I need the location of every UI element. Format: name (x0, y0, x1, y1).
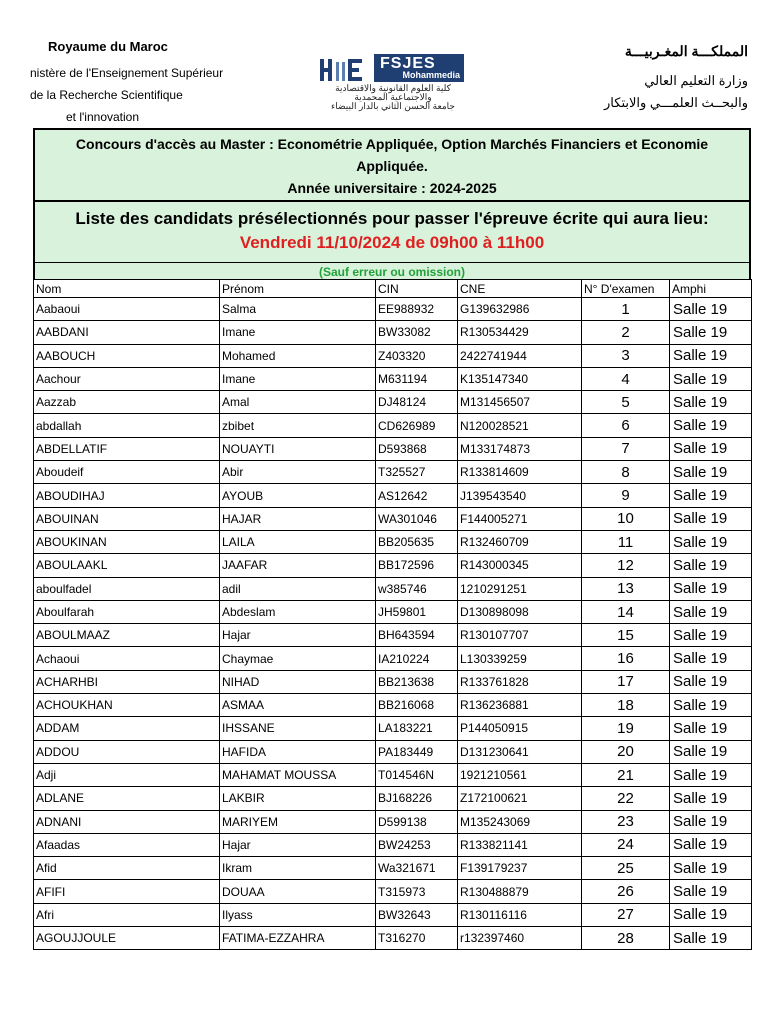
table-row (34, 367, 752, 390)
cell-prenom: Chaymae (220, 647, 376, 670)
table-row (34, 927, 752, 950)
faculty-name-ar (318, 84, 468, 111)
cell-cin: D593868 (376, 437, 458, 460)
cell-prenom: Amal (220, 391, 376, 414)
cell-cne: R133814609 (458, 461, 582, 484)
cell-amphi: Salle 19 (670, 321, 752, 344)
table-row (34, 530, 752, 553)
table-row (34, 507, 752, 530)
fsjes-logo (318, 54, 468, 112)
cell-num: 1 (582, 298, 670, 321)
cell-num: 2 (582, 321, 670, 344)
cell-num: 12 (582, 554, 670, 577)
cell-amphi: Salle 19 (670, 437, 752, 460)
cell-nom: ABDELLATIF (34, 437, 220, 460)
cell-amphi: Salle 19 (670, 530, 752, 553)
cell-amphi: Salle 19 (670, 694, 752, 717)
cell-cne: R133821141 (458, 833, 582, 856)
cell-nom: Aabaoui (34, 298, 220, 321)
col-header-exam-number: N° D'examen (582, 280, 670, 298)
cell-num: 26 (582, 880, 670, 903)
cell-num: 11 (582, 530, 670, 553)
cell-amphi: Salle 19 (670, 880, 752, 903)
cell-nom: ADNANI (34, 810, 220, 833)
cell-cne: R130488879 (458, 880, 582, 903)
cell-prenom: Ikram (220, 857, 376, 880)
table-row (34, 670, 752, 693)
table-row (34, 903, 752, 926)
table-row (34, 344, 752, 367)
cell-nom: AABOUCH (34, 344, 220, 367)
cell-prenom: Abir (220, 461, 376, 484)
table-row (34, 880, 752, 903)
cell-cin: D599138 (376, 810, 458, 833)
cell-cne: K135147340 (458, 367, 582, 390)
cell-prenom: DOUAA (220, 880, 376, 903)
cell-amphi: Salle 19 (670, 647, 752, 670)
kingdom-ar: المملكـــة المغـربيـــة (624, 43, 748, 59)
faculty-logo-icon (318, 56, 370, 84)
cell-prenom: FATIMA-EZZAHRA (220, 927, 376, 950)
cell-nom: ABOUKINAN (34, 530, 220, 553)
cell-prenom: AYOUB (220, 484, 376, 507)
cell-cin: IA210224 (376, 647, 458, 670)
cell-cin: PA183449 (376, 740, 458, 763)
cell-cne: 2422741944 (458, 344, 582, 367)
cell-cne: M131456507 (458, 391, 582, 414)
table-row (34, 437, 752, 460)
cell-cin: WA301046 (376, 507, 458, 530)
cell-cin: AS12642 (376, 484, 458, 507)
cell-prenom: NIHAD (220, 670, 376, 693)
cell-cin: T325527 (376, 461, 458, 484)
cell-cin: T315973 (376, 880, 458, 903)
cell-amphi: Salle 19 (670, 461, 752, 484)
cell-cin: BJ168226 (376, 787, 458, 810)
cell-amphi: Salle 19 (670, 717, 752, 740)
cell-prenom: JAAFAR (220, 554, 376, 577)
cell-num: 14 (582, 600, 670, 623)
cell-cne: R130107707 (458, 624, 582, 647)
cell-nom: ACHARHBI (34, 670, 220, 693)
cell-prenom: Mohamed (220, 344, 376, 367)
table-row (34, 600, 752, 623)
cell-cne: R130116116 (458, 903, 582, 926)
disclaimer-note: (Sauf erreur ou omission) (35, 262, 749, 283)
cell-cin: BW33082 (376, 321, 458, 344)
table-row (34, 577, 752, 600)
cell-nom: AGOUJJOULE (34, 927, 220, 950)
col-header-cin: CIN (376, 280, 458, 298)
ministry-ar-line2: والبحــث العلمـــي والابتكار (604, 95, 748, 110)
cell-nom: Afaadas (34, 833, 220, 856)
cell-nom: ACHOUKHAN (34, 694, 220, 717)
cell-prenom: Imane (220, 367, 376, 390)
cell-cne: L130339259 (458, 647, 582, 670)
table-row (34, 624, 752, 647)
ministry-ar-line1: وزارة التعليم العالي (644, 73, 748, 88)
cell-prenom: HAJAR (220, 507, 376, 530)
cell-amphi: Salle 19 (670, 344, 752, 367)
concours-title-line2: Appliquée. (356, 158, 428, 174)
cell-cin: M631194 (376, 367, 458, 390)
exam-banner (33, 128, 751, 285)
cell-num: 20 (582, 740, 670, 763)
concours-title-line1: Concours d'accès au Master : Econométrie Appliquée, Option Marchés Financiers et Economie (75, 136, 709, 152)
cell-nom: ADDOU (34, 740, 220, 763)
cell-prenom: IHSSANE (220, 717, 376, 740)
cell-nom: Adji (34, 763, 220, 786)
cell-num: 16 (582, 647, 670, 670)
exam-date: Vendredi 11/10/2024 de 09h00 à 11h00 (239, 233, 545, 252)
table-row (34, 461, 752, 484)
cell-cin: DJ48124 (376, 391, 458, 414)
cell-cin: LA183221 (376, 717, 458, 740)
cell-num: 8 (582, 461, 670, 484)
table-row (34, 763, 752, 786)
cell-nom: ABOULAAKL (34, 554, 220, 577)
cell-cin: BB216068 (376, 694, 458, 717)
cell-prenom: NOUAYTI (220, 437, 376, 460)
cell-nom: Afri (34, 903, 220, 926)
cell-num: 24 (582, 833, 670, 856)
cell-amphi: Salle 19 (670, 298, 752, 321)
cell-prenom: Hajar (220, 624, 376, 647)
faculty-ar-line3: جامعة الحسن الثاني بالدار البيضاء (331, 101, 455, 111)
cell-nom: ABOULMAAZ (34, 624, 220, 647)
table-row (34, 414, 752, 437)
cell-prenom: HAFIDA (220, 740, 376, 763)
cell-cin: CD626989 (376, 414, 458, 437)
cell-nom: Aazzab (34, 391, 220, 414)
cell-num: 22 (582, 787, 670, 810)
cell-amphi: Salle 19 (670, 787, 752, 810)
cell-cne: M133174873 (458, 437, 582, 460)
cell-cne: Z172100621 (458, 787, 582, 810)
cell-cin: BB205635 (376, 530, 458, 553)
fsjes-badge (374, 54, 464, 82)
cell-prenom: LAKBIR (220, 787, 376, 810)
cell-nom: Afid (34, 857, 220, 880)
cell-num: 25 (582, 857, 670, 880)
cell-num: 6 (582, 414, 670, 437)
cell-num: 21 (582, 763, 670, 786)
cell-num: 23 (582, 810, 670, 833)
table-row (34, 857, 752, 880)
cell-amphi: Salle 19 (670, 577, 752, 600)
cell-num: 9 (582, 484, 670, 507)
cell-cne: F144005271 (458, 507, 582, 530)
table-row (34, 298, 752, 321)
cell-cin: JH59801 (376, 600, 458, 623)
table-row (34, 484, 752, 507)
cell-prenom: ASMAA (220, 694, 376, 717)
cell-cne: M135243069 (458, 810, 582, 833)
kingdom-fr: Royaume du Maroc (48, 39, 168, 54)
cell-cne: R136236881 (458, 694, 582, 717)
cell-nom: ABOUINAN (34, 507, 220, 530)
cell-prenom: MARIYEM (220, 810, 376, 833)
cell-amphi: Salle 19 (670, 810, 752, 833)
cell-cin: T316270 (376, 927, 458, 950)
cell-prenom: Imane (220, 321, 376, 344)
cell-cin: EE988932 (376, 298, 458, 321)
cell-cne: D131230641 (458, 740, 582, 763)
table-row (34, 554, 752, 577)
col-header-amphi: Amphi (670, 280, 752, 298)
cell-amphi: Salle 19 (670, 391, 752, 414)
cell-num: 19 (582, 717, 670, 740)
cell-nom: Aboudeif (34, 461, 220, 484)
cell-amphi: Salle 19 (670, 857, 752, 880)
cell-cne: J139543540 (458, 484, 582, 507)
cell-cin: BB172596 (376, 554, 458, 577)
cell-cne: P144050915 (458, 717, 582, 740)
table-row (34, 321, 752, 344)
col-header-prenom: Prénom (220, 280, 376, 298)
table-row (34, 717, 752, 740)
cell-amphi: Salle 19 (670, 507, 752, 530)
cell-prenom: MAHAMAT MOUSSA (220, 763, 376, 786)
list-title: Liste des candidats présélectionnés pour passer l'épreuve écrite qui aura lieu: (75, 209, 709, 228)
cell-prenom: zbibet (220, 414, 376, 437)
table-row (34, 740, 752, 763)
list-title-block (35, 202, 749, 262)
ministry-line1: nistère de l'Enseignement Supérieur (30, 66, 224, 80)
cell-amphi: Salle 19 (670, 554, 752, 577)
cell-cne: 1210291251 (458, 577, 582, 600)
cell-num: 4 (582, 367, 670, 390)
cell-cin: BW24253 (376, 833, 458, 856)
cell-nom: AABDANI (34, 321, 220, 344)
cell-prenom: adil (220, 577, 376, 600)
academic-year: Année universitaire : 2024-2025 (287, 180, 497, 196)
cell-nom: Achaoui (34, 647, 220, 670)
cell-prenom: Hajar (220, 833, 376, 856)
col-header-nom: Nom (34, 280, 220, 298)
col-header-cne: CNE (458, 280, 582, 298)
cell-prenom: LAILA (220, 530, 376, 553)
cell-cne: R130534429 (458, 321, 582, 344)
fsjes-city: Mohammedia (402, 70, 460, 80)
cell-amphi: Salle 19 (670, 624, 752, 647)
cell-amphi: Salle 19 (670, 600, 752, 623)
cell-num: 10 (582, 507, 670, 530)
cell-cne: F139179237 (458, 857, 582, 880)
cell-cne: G139632986 (458, 298, 582, 321)
cell-amphi: Salle 19 (670, 414, 752, 437)
cell-amphi: Salle 19 (670, 670, 752, 693)
cell-cin: Z403320 (376, 344, 458, 367)
table-row (34, 647, 752, 670)
cell-cin: Wa321671 (376, 857, 458, 880)
cell-cne: 1921210561 (458, 763, 582, 786)
cell-cne: D130898098 (458, 600, 582, 623)
ministry-line3: et l'innovation (66, 110, 140, 124)
cell-cne: R132460709 (458, 530, 582, 553)
table-row (34, 787, 752, 810)
cell-prenom: Salma (220, 298, 376, 321)
cell-amphi: Salle 19 (670, 927, 752, 950)
concours-block (35, 130, 749, 202)
faculty-ar-line2: والاجتماعية المحمدية (354, 92, 432, 102)
cell-cne: R133761828 (458, 670, 582, 693)
cell-prenom: Ilyass (220, 903, 376, 926)
cell-amphi: Salle 19 (670, 903, 752, 926)
cell-num: 5 (582, 391, 670, 414)
cell-cne: r132397460 (458, 927, 582, 950)
candidates-table (33, 279, 752, 950)
table-row (34, 833, 752, 856)
cell-amphi: Salle 19 (670, 367, 752, 390)
cell-num: 13 (582, 577, 670, 600)
cell-amphi: Salle 19 (670, 740, 752, 763)
cell-nom: abdallah (34, 414, 220, 437)
cell-num: 28 (582, 927, 670, 950)
cell-nom: Aachour (34, 367, 220, 390)
table-header-row (34, 280, 752, 298)
cell-cin: BW32643 (376, 903, 458, 926)
cell-amphi: Salle 19 (670, 484, 752, 507)
cell-nom: ADDAM (34, 717, 220, 740)
table-row (34, 391, 752, 414)
cell-nom: AFIFI (34, 880, 220, 903)
cell-cin: w385746 (376, 577, 458, 600)
cell-cne: R143000345 (458, 554, 582, 577)
table-row (34, 694, 752, 717)
cell-num: 15 (582, 624, 670, 647)
cell-nom: Aboulfarah (34, 600, 220, 623)
cell-cin: T014546N (376, 763, 458, 786)
header-right (604, 40, 748, 114)
cell-amphi: Salle 19 (670, 833, 752, 856)
cell-num: 27 (582, 903, 670, 926)
cell-num: 3 (582, 344, 670, 367)
cell-num: 18 (582, 694, 670, 717)
faculty-ar-line1: كلية العلوم القانونية والاقتصادية (335, 83, 451, 93)
cell-nom: ABOUDIHAJ (34, 484, 220, 507)
cell-nom: ADLANE (34, 787, 220, 810)
cell-num: 7 (582, 437, 670, 460)
cell-cin: BB213638 (376, 670, 458, 693)
cell-num: 17 (582, 670, 670, 693)
fsjes-acronym: FSJES (380, 55, 436, 72)
table-row (34, 810, 752, 833)
ministry-line2: de la Recherche Scientifique (30, 88, 183, 102)
cell-prenom: Abdeslam (220, 600, 376, 623)
cell-amphi: Salle 19 (670, 763, 752, 786)
cell-nom: aboulfadel (34, 577, 220, 600)
cell-cne: N120028521 (458, 414, 582, 437)
cell-cin: BH643594 (376, 624, 458, 647)
